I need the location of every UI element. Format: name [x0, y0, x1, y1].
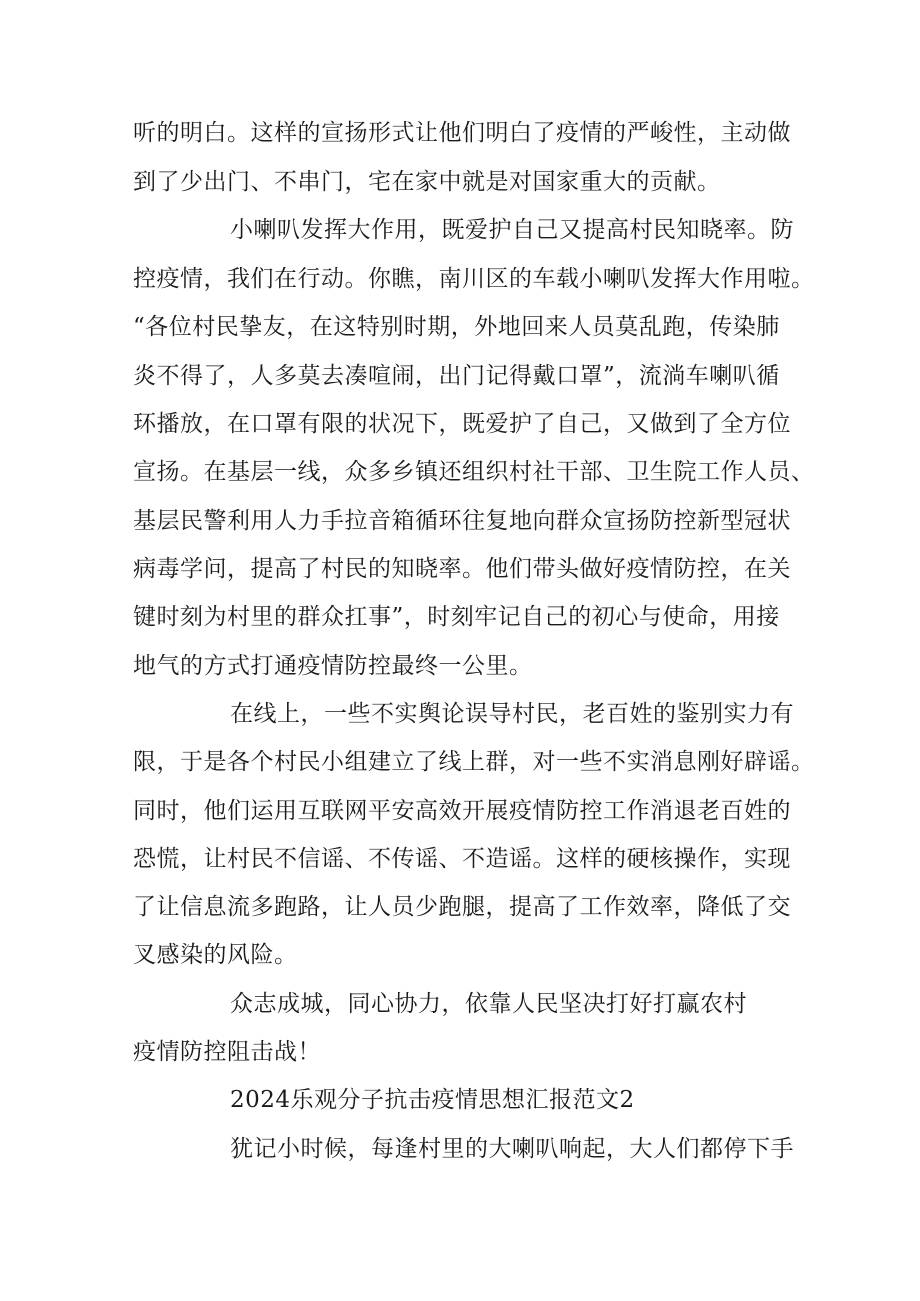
text-line: 恐慌，让村民不信谣、不传谣、不造谣。这样的硬核操作，实现 [133, 846, 791, 872]
paragraph-first-line: 众志成城，同心协力，依靠人民坚决打好打赢农村 [230, 991, 747, 1017]
section-heading: 2024乐观分子抗击疫情思想汇报范文2 [230, 1087, 635, 1113]
text-line: 炎不得了，人多莫去凑喧闹，出门记得戴口罩”，流淌车喇叭循 [133, 363, 780, 389]
text-line: 控疫情，我们在行动。你瞧，南川区的车载小喇叭发挥大作用啦。 [133, 266, 815, 292]
text-line: 叉感染的风险。 [133, 942, 298, 968]
text-line: 环播放，在口罩有限的状况下，既爱护了自己，又做到了全方位 [133, 411, 791, 437]
text-line: 地气的方式打通疫情防控最终一公里。 [133, 653, 533, 679]
text-line: 病毒学问，提高了村民的知晓率。他们带头做好疫情防控，在关 [133, 556, 791, 582]
text-line: 了让信息流多跑路，让人员少跑腿，提高了工作效率，降低了交 [133, 894, 791, 920]
text-line: 基层民警利用人力手拉音箱循环往复地向群众宣扬防控新型冠状 [133, 508, 791, 534]
text-line: “各位村民挚友，在这特别时期，外地回来人员莫乱跑，传染肺 [133, 314, 780, 340]
text-line: 同时，他们运用互联网平安高效开展疫情防控工作消退老百姓的 [133, 798, 791, 824]
text-line: 到了少出门、不串门，宅在家中就是对国家重大的贡献。 [133, 169, 721, 195]
text-line: 宣扬。在基层一线，众多乡镇还组织村社干部、卫生院工作人员、 [133, 459, 815, 485]
text-line: 听的明白。这样的宣扬形式让他们明白了疫情的严峻性，主动做 [133, 120, 791, 146]
paragraph-first-line: 小喇叭发挥大作用，既爱护自己又提高村民知晓率。防 [230, 217, 794, 243]
text-line: 限，于是各个村民小组建立了线上群，对一些不实消息刚好辟谣。 [133, 749, 815, 775]
paragraph-first-line: 犹记小时候，每逢村里的大喇叭响起，大人们都停下手 [230, 1136, 794, 1162]
paragraph-first-line: 在线上，一些不实舆论误导村民，老百姓的鉴别实力有 [230, 701, 794, 727]
text-line: 疫情防控阻击战！ [133, 1039, 321, 1065]
text-line: 键时刻为村里的群众扛事”，时刻牢记自己的初心与使命，用接 [133, 604, 780, 630]
